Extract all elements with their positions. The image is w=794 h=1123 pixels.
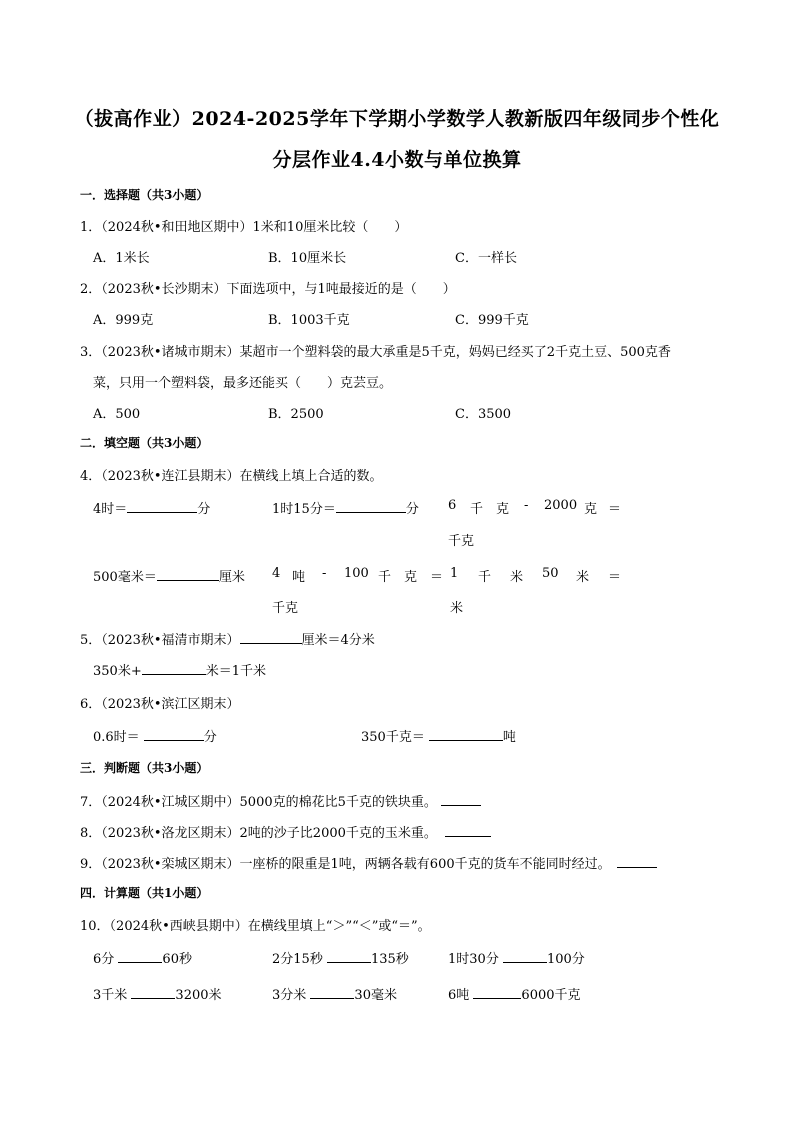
answer-blank[interactable] (310, 985, 354, 999)
token: 克 (404, 570, 418, 585)
item-left: 6吨 (448, 988, 470, 1003)
answer-blank[interactable] (445, 823, 491, 837)
answer-blank[interactable] (327, 949, 371, 963)
question-4-item-2 (272, 498, 419, 517)
question-4-item-1 (93, 498, 210, 517)
question-5-suffix: 厘米＝4分米 (301, 633, 375, 648)
token: 米 (576, 570, 590, 585)
item-left: 6分 (93, 952, 115, 967)
answer-blank[interactable] (240, 630, 302, 644)
token: 千 (378, 570, 392, 585)
question-3-option-b: B．2500 (268, 407, 324, 422)
token: 克 (496, 502, 510, 517)
item-prefix: 1时15分＝ (272, 502, 336, 517)
question-5-line-2 (93, 660, 266, 679)
token: 克 (584, 502, 598, 517)
document-title-line-1: （拔高作业）2024-2025学年下学期小学数学人教新版四年级同步个性化 (74, 108, 720, 130)
question-10-item (272, 984, 397, 1003)
item-prefix: 500毫米＝ (93, 570, 157, 585)
answer-blank[interactable] (617, 854, 657, 868)
question-10-stem: 10．（2024秋•西峡县期中）在横线里填上“＞”“＜”或“＝”。 (80, 919, 431, 934)
item-right: 3200米 (175, 988, 222, 1003)
question-3-stem-line-2: 菜，只用一个塑料袋，最多还能买（ ）克芸豆。 (93, 376, 393, 391)
question-2-option-c: C．999千克 (455, 313, 529, 328)
question-4-item-3 (448, 498, 628, 517)
item-left: 3千米 (93, 988, 128, 1003)
item-unit: 分 (203, 730, 217, 745)
question-9 (80, 853, 657, 872)
token: ＝ (430, 570, 444, 585)
answer-blank[interactable] (336, 499, 406, 513)
question-4-item-3-unit: 千克 (448, 534, 475, 549)
answer-blank[interactable] (131, 985, 175, 999)
answer-blank[interactable] (142, 661, 206, 675)
answer-blank[interactable] (429, 727, 503, 741)
question-4-item-5 (272, 566, 448, 585)
question-1-option-c: C．一样长 (455, 251, 517, 266)
question-9-text: 9．（2023秋•栾城区期末）一座桥的限重是1吨，两辆各载有600千克的货车不能同时经过。 (80, 857, 611, 872)
answer-blank[interactable] (127, 499, 197, 513)
question-10-item (272, 948, 409, 967)
answer-blank[interactable] (503, 949, 547, 963)
answer-blank[interactable] (118, 949, 162, 963)
document-title-line-2: 分层作业4.4小数与单位换算 (272, 149, 522, 171)
question-7-text: 7．（2024秋•江城区期中）5000克的棉花比5千克的铁块重。 (80, 795, 437, 810)
item-unit: 米＝1千米 (205, 664, 266, 679)
item-right: 30毫米 (354, 988, 397, 1003)
item-right: 100分 (546, 952, 585, 967)
token: 千 (478, 570, 492, 585)
question-5-stem (80, 629, 375, 648)
token: 6 (448, 498, 457, 513)
question-4-item-4 (93, 566, 245, 585)
question-1-option-a: A．1米长 (93, 251, 150, 266)
token: 米 (510, 570, 524, 585)
token: - (524, 498, 529, 513)
section-heading-fill: 二．填空题（共3小题） (80, 436, 209, 450)
item-right: 60秒 (162, 952, 192, 967)
token: 50 (542, 566, 559, 581)
token: 千 (470, 502, 484, 517)
token: 1 (450, 566, 459, 581)
item-prefix: 350千克＝ (361, 730, 425, 745)
question-8 (80, 822, 491, 841)
answer-blank[interactable] (473, 985, 521, 999)
item-left: 1时30分 (448, 952, 499, 967)
token: 吨 (292, 570, 306, 585)
item-left: 2分15秒 (272, 952, 323, 967)
question-4-stem: 4．（2023秋•连江县期末）在横线上填上合适的数。 (80, 469, 383, 484)
question-2-option-a: A．999克 (93, 313, 154, 328)
question-2-stem: 2．（2023秋•长沙期末）下面选项中，与1吨最接近的是（ ） (80, 282, 456, 297)
token: ＝ (608, 502, 622, 517)
item-unit: 分 (197, 502, 211, 517)
question-3-option-c: C．3500 (455, 407, 512, 422)
token: - (322, 566, 327, 581)
item-prefix: 4时＝ (93, 502, 128, 517)
item-prefix: 0.6时＝ (93, 730, 140, 745)
item-unit: 厘米 (218, 570, 245, 585)
question-10-item (93, 984, 222, 1003)
question-8-text: 8．（2023秋•洛龙区期末）2吨的沙子比2000千克的玉米重。 (80, 826, 437, 841)
item-right: 135秒 (370, 952, 409, 967)
question-10-item (448, 948, 585, 967)
question-5-prefix: 5．（2023秋•福清市期末） (80, 633, 240, 648)
question-6-item-2 (361, 726, 516, 745)
question-2-option-b: B．1003千克 (268, 313, 350, 328)
question-10-item (448, 984, 581, 1003)
question-1-stem: 1．（2024秋•和田地区期中）1米和10厘米比较（ ） (80, 220, 408, 235)
section-heading-judge: 三．判断题（共3小题） (80, 761, 209, 775)
token: 100 (344, 566, 369, 581)
question-7 (80, 791, 481, 810)
question-6-stem: 6．（2023秋•滨江区期末） (80, 697, 240, 712)
item-unit: 分 (405, 502, 419, 517)
question-3-stem-line-1: 3．（2023秋•诸城市期末）某超市一个塑料袋的最大承重是5千克，妈妈已经买了2千克土豆、500克香 (80, 345, 671, 360)
item-unit: 吨 (502, 730, 516, 745)
question-6-item-1 (93, 726, 217, 745)
token: 2000 (544, 498, 578, 513)
section-heading-choice: 一．选择题（共3小题） (80, 188, 209, 202)
question-4-item-5-unit: 千克 (272, 601, 299, 616)
answer-blank[interactable] (144, 727, 204, 741)
question-4-item-6-unit: 米 (450, 601, 464, 616)
question-4-item-6 (450, 566, 626, 585)
question-3-option-a: A．500 (93, 407, 141, 422)
item-left: 3分米 (272, 988, 307, 1003)
item-prefix: 350米+ (93, 664, 142, 679)
token: 4 (272, 566, 281, 581)
answer-blank[interactable] (441, 792, 481, 806)
answer-blank[interactable] (157, 567, 219, 581)
question-10-item (93, 948, 192, 967)
token: ＝ (608, 570, 622, 585)
section-heading-calc: 四．计算题（共1小题） (80, 886, 209, 900)
item-right: 6000千克 (521, 988, 581, 1003)
question-1-option-b: B．10厘米长 (268, 251, 347, 266)
